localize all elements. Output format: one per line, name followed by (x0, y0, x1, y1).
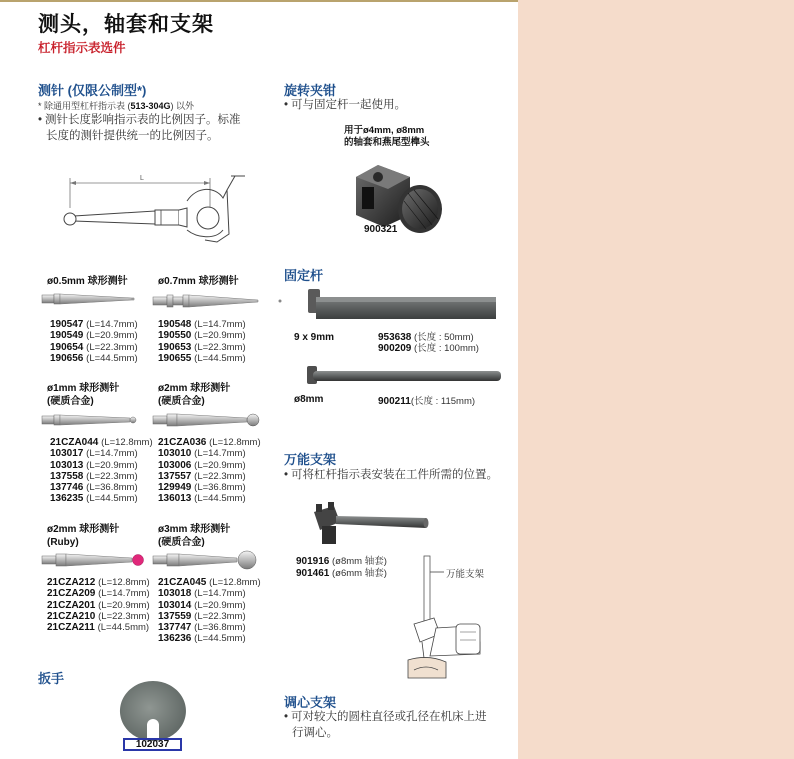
holding-bar-heading: 固定杆 (284, 268, 324, 283)
universal-holder-bullet: • 可将杠杆指示表安装在工件所需的位置。 (284, 467, 498, 483)
list-item: 900209 (长度 : 100mm) (378, 343, 479, 354)
list-item: 190549 (L=20.9mm) (50, 330, 138, 342)
wrench-image (118, 679, 188, 739)
stylus-code-list (50, 437, 153, 505)
list-item: 901461 (ø6mm 轴套) (296, 568, 387, 579)
diagram-l-label: L (140, 175, 144, 182)
list-item: 103010 (L=14.7mm) (158, 448, 246, 460)
list-item: 953638 (长度 : 50mm) (378, 332, 474, 343)
stylus-group-title: ø0.7mm 球形测针 (158, 276, 239, 287)
side-panel (518, 0, 794, 759)
holding-bar-square-image (306, 287, 498, 323)
styli-heading: 测针 (仅限公制型*) (38, 83, 147, 98)
swivel-clamp-heading: 旋转夹钳 (284, 83, 337, 98)
page-subtitle: 杠杆指示表选件 (38, 41, 126, 55)
stylus-length-diagram (55, 168, 255, 258)
universal-holder-image (300, 500, 430, 550)
list-item: 103013 (L=20.9mm) (50, 459, 138, 471)
page-title: 测头，轴套和支架 (38, 13, 214, 36)
holding-bar-square-codes (378, 332, 479, 354)
stylus-code-list (50, 319, 138, 364)
universal-holder-mounted-image (400, 552, 490, 684)
list-item: 137747 (L=36.8mm) (158, 622, 246, 634)
list-item: 129949 (L=36.8mm) (158, 482, 246, 494)
list-item: 137557 (L=22.3mm) (158, 470, 246, 482)
stylus-image-0-5mm (42, 291, 142, 307)
centering-holder-heading: 调心支架 (284, 695, 337, 710)
stylus-image-0-7mm (153, 293, 283, 309)
list-item: 190656 (L=44.5mm) (50, 352, 138, 364)
list-item: 21CZA201 (L=20.9mm) (47, 599, 150, 611)
wrench-heading: 扳手 (38, 671, 65, 686)
stylus-image-ruby (42, 550, 152, 570)
list-item: 21CZA212 (L=12.8mm) (47, 577, 150, 588)
holding-bar-size-round: ø8mm (294, 394, 324, 405)
list-item: 137559 (L=22.3mm) (158, 610, 246, 622)
stylus-image-2mm (153, 410, 263, 430)
swivel-clamp-bullet: • 可与固定杆一起使用。 (284, 97, 406, 113)
list-item: 190654 (L=22.3mm) (50, 341, 138, 353)
list-item: 190550 (L=20.9mm) (158, 330, 246, 342)
universal-holder-codes (296, 556, 387, 580)
list-item: 21CZA036 (L=12.8mm) (158, 437, 261, 448)
wrench-code: 102037 (123, 738, 182, 751)
list-item: 190547 (L=14.7mm) (50, 319, 138, 330)
stylus-group-title: ø2mm 球形测针 (Ruby) (47, 524, 120, 548)
stylus-code-list (158, 319, 246, 364)
stylus-image-3mm (153, 549, 263, 571)
top-rule (0, 0, 518, 2)
holding-bar-round-image (305, 364, 503, 386)
centering-holder-bullet: • 可对较大的圆柱直径或孔径在机床上进 行调心。 (284, 709, 516, 741)
swivel-clamp-caption: 用于ø4mm, ø8mm 的轴套和燕尾型榫头 (344, 125, 430, 148)
swivel-clamp-code: 900321 (364, 224, 398, 235)
stylus-group-title: ø2mm 球形测针 (硬质合金) (158, 383, 231, 407)
list-item: 21CZA045 (L=12.8mm) (158, 577, 261, 588)
list-item: 136013 (L=44.5mm) (158, 493, 246, 505)
stylus-image-1mm (42, 412, 142, 428)
list-item: 21CZA044 (L=12.8mm) (50, 437, 153, 448)
holding-bar-round-code: 900211(长度 : 115mm) (378, 396, 476, 407)
list-item: 21CZA211 (L=44.5mm) (47, 622, 150, 634)
stylus-code-list (158, 437, 261, 505)
list-item: 137746 (L=36.8mm) (50, 482, 138, 494)
list-item: 901916 (ø8mm 轴套) (296, 556, 387, 567)
stylus-group-title: ø0.5mm 球形测针 (47, 276, 128, 287)
stylus-code-list (158, 577, 261, 645)
holding-bar-size-square: 9 x 9mm (294, 332, 335, 343)
list-item: 21CZA209 (L=14.7mm) (47, 588, 150, 600)
list-item: 21CZA210 (L=22.3mm) (47, 610, 150, 622)
list-item: 136236 (L=44.5mm) (158, 633, 246, 645)
universal-holder-callout: 万能支架 (446, 569, 485, 580)
list-item: 190653 (L=22.3mm) (158, 341, 246, 353)
list-item: 190548 (L=14.7mm) (158, 319, 246, 330)
list-item: 103018 (L=14.7mm) (158, 588, 246, 600)
universal-holder-heading: 万能支架 (284, 452, 337, 467)
list-item: 137558 (L=22.3mm) (50, 470, 138, 482)
list-item: 103017 (L=14.7mm) (50, 448, 138, 460)
stylus-group-title: ø1mm 球形测针 (硬质合金) (47, 383, 120, 407)
list-item: 136235 (L=44.5mm) (50, 493, 138, 505)
stylus-group-title: ø3mm 球形测针 (硬质合金) (158, 524, 231, 548)
swivel-clamp-image (348, 157, 448, 239)
list-item: 190655 (L=44.5mm) (158, 352, 246, 364)
styli-note: * 除通用型杠杆指示表 (513-304G) 以外 (38, 101, 195, 111)
styli-bullet: • 测针长度影响指示表的比例因子。标准 长度的测针提供统一的比例因子。 (38, 112, 268, 144)
list-item: 103014 (L=20.9mm) (158, 599, 246, 611)
list-item: 103006 (L=20.9mm) (158, 459, 246, 471)
stylus-code-list (47, 577, 150, 633)
